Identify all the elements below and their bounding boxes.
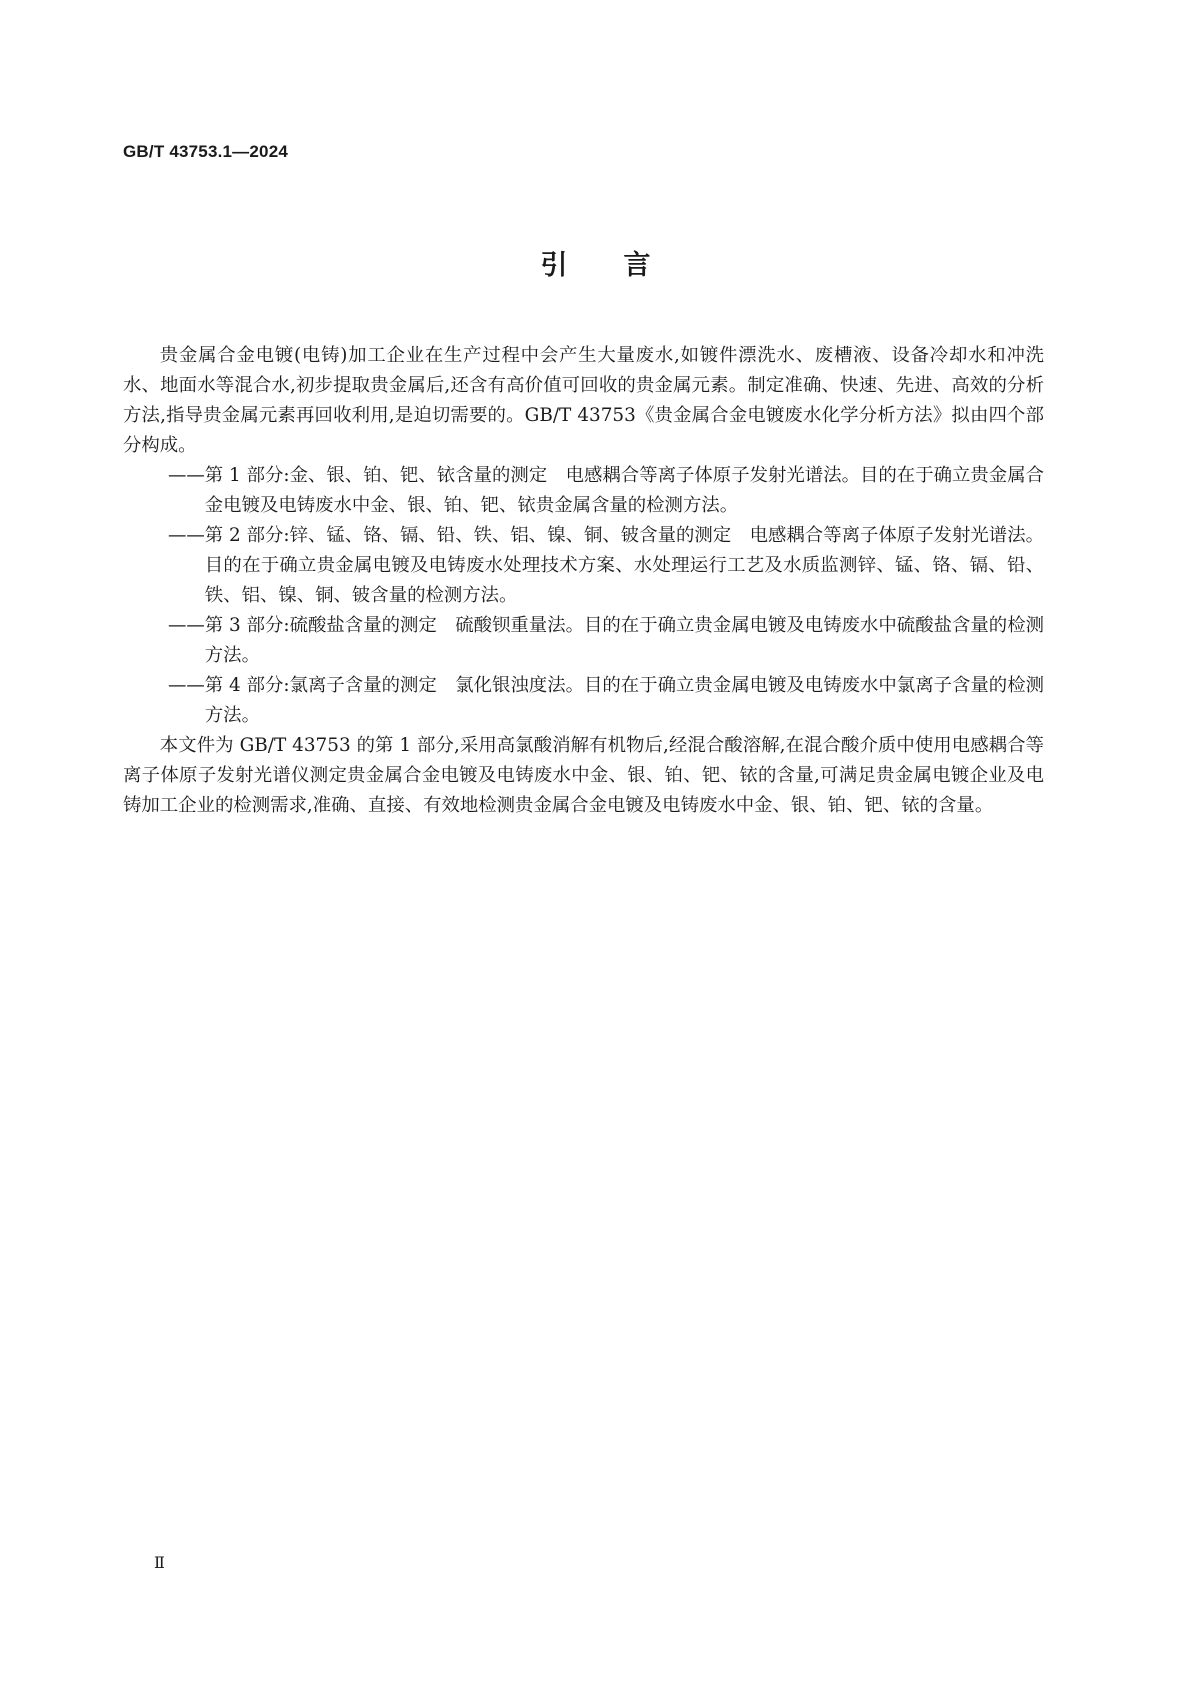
- list-item-text: 第 4 部分:氯离子含量的测定 氯化银浊度法。目的在于确立贵金属电镀及电铸废水中氯离子含量的检测方法。: [204, 675, 1044, 726]
- list-dash: ——: [168, 675, 205, 696]
- standard-code: GB/T 43753.1—2024: [123, 142, 288, 161]
- list-dash: ——: [168, 465, 205, 486]
- list-item-part-4: [123, 671, 1044, 731]
- page-title: 引言: [540, 250, 707, 281]
- document-body: [123, 341, 1044, 821]
- list-dash: ——: [168, 615, 205, 636]
- list-item-text: 第 2 部分:锌、锰、铬、镉、铅、铁、铝、镍、铜、铍含量的测定 电感耦合等离子体原子发射光谱法。目的在于确立贵金属电镀及电铸废水处理技术方案、水处理运行工艺及水质监测锌、锰、铬、镉、铅、铁、铝、镍、铜、铍含量的检测方法。: [204, 525, 1044, 606]
- list-item-part-2: [123, 521, 1044, 611]
- intro-paragraph: 贵金属合金电镀(电铸)加工企业在生产过程中会产生大量废水,如镀件漂洗水、废槽液、设备冷却水和冲洗水、地面水等混合水,初步提取贵金属后,还含有高价值可回收的贵金属元素。制定准确、快速、先进、高效的分析方法,指导贵金属元素再回收利用,是迫切需要的。GB/T 43753《贵金属合金电镀废水化学分析方法》拟由四个部分构成。: [123, 345, 1044, 456]
- closing-paragraph: 本文件为 GB/T 43753 的第 1 部分,采用高氯酸消解有机物后,经混合酸溶解,在混合酸介质中使用电感耦合等离子体原子发射光谱仪测定贵金属合金电镀及电铸废水中金、银、铂、钯、铱的含量,可满足贵金属电镀企业及电铸加工企业的检测需求,准确、直接、有效地检测贵金属合金电镀及电铸废水中金、银、铂、钯、铱的含量。: [123, 735, 1044, 816]
- list-item-text: 第 1 部分:金、银、铂、钯、铱含量的测定 电感耦合等离子体原子发射光谱法。目的在于确立贵金属合金电镀及电铸废水中金、银、铂、钯、铱贵金属含量的检测方法。: [204, 465, 1044, 516]
- list-dash: ——: [168, 525, 205, 546]
- list-item-part-1: [123, 461, 1044, 521]
- page-number: Ⅱ: [154, 1553, 165, 1572]
- list-item-text: 第 3 部分:硫酸盐含量的测定 硫酸钡重量法。目的在于确立贵金属电镀及电铸废水中硫酸盐含量的检测方法。: [204, 615, 1044, 666]
- list-item-part-3: [123, 611, 1044, 671]
